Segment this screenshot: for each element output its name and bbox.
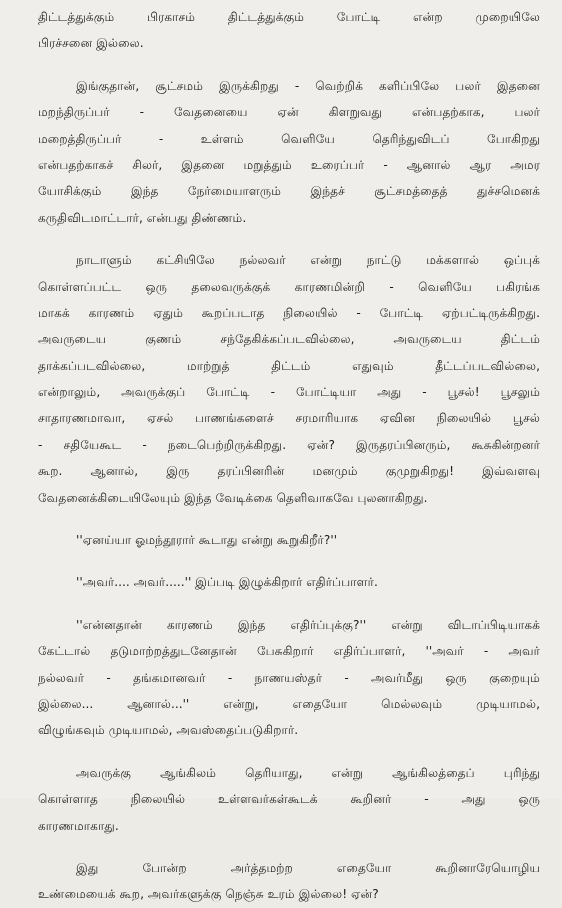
text-line: நல்லவர் - தங்கமானவர் - நாணயஸ்தர் - அவர்மீது ஒரு குறையும்	[38, 670, 540, 685]
text-line: இது போன்ற அர்த்தமற்ற எதையோ கூறினாரேயொழிய	[76, 860, 540, 875]
text-line: காரணமாகாது.	[38, 818, 119, 833]
paragraph-gap	[38, 839, 540, 855]
text-line: கேட்டால் தடுமாற்றத்துடனேதான் பேசுகிறார் எதிர்ப்பாளர், ''அவர் - அவர்	[38, 644, 540, 659]
text-line: மாகக் காரணம் ஏதும் கூறப்படாத நிலையில் - போட்டி ஏற்பட்டிருக்கிறது.	[38, 305, 540, 320]
text-line: வேதனைக்கிடையிலேயும் இந்த வேடிக்கை தெளிவாகவே புலனாகிறது.	[38, 490, 428, 505]
paragraph	[38, 855, 540, 908]
paragraph	[38, 73, 540, 231]
text-line: என்றாலும், அவருக்குப் போட்டி - போட்டியா அது - பூசல்! பூசலும்	[38, 385, 540, 400]
paragraph-gap	[38, 231, 540, 247]
text-line: ''அவர்.... அவர்.....'' இப்படி இழுக்கிறார் எதிர்ப்பாளர்.	[76, 575, 378, 590]
text-line: மறந்திருப்பர் - வேதனையை ஏன் கிளறுவது என்பதற்காக, பலர்	[38, 105, 540, 120]
text-line: அவருடைய குணம் சந்தேகிக்கப்படவில்லை, அவருடைய திட்டம்	[38, 332, 540, 347]
text-line: உண்மையைக் கூற, அவர்களுக்கு நெஞ்சு உரம் இல்லை! ஏன்?	[38, 887, 379, 902]
text-line: ''ஏனய்யா ஓமந்தூரார் கூடாது என்று கூறுகிறீர்?''	[76, 533, 338, 548]
text-line: சாதாரணமாவா, ஏசல் பாணங்களைச் சரமாரியாக ஏவின நிலையில் பூசல்	[38, 411, 540, 426]
text-line: விழுங்கவும் முடியாமல், அவஸ்தைப்படுகிறார்.	[38, 723, 299, 738]
text-line: இங்குதான், சூட்சமம் இருக்கிறது - வெற்றிக் களிப்பிலே பலர் இதனை	[76, 78, 540, 93]
paragraph	[38, 4, 540, 57]
text-line: யோசிக்கும் இந்த நேர்மையாளரும் இந்தச் சூட்சமத்தைத் துச்சமெனக்	[38, 184, 540, 199]
text-line: ''என்னதான் காரணம் இந்த எதிர்ப்புக்கு?'' என்று விடாப்பிடியாகக்	[76, 617, 540, 632]
paragraph	[38, 760, 540, 839]
text-line: அவருக்கு ஆங்கிலம் தெரியாது, என்று ஆங்கிலத்தைப் புரிந்து	[76, 765, 540, 780]
text-line: பிரச்சனை இல்லை.	[38, 36, 144, 51]
text-line: நாடாளும் கட்சியிலே நல்லவர் என்று நாட்டு மக்களால் ஒப்புக்	[76, 253, 540, 268]
paragraph-gap	[38, 744, 540, 760]
paragraph	[38, 612, 540, 744]
paragraph	[38, 247, 540, 511]
text-line: கருதிவிடமாட்டார், என்பது திண்ணம்.	[38, 210, 247, 225]
paragraph	[38, 569, 540, 595]
text-line: கொள்ளாத நிலையில் உள்ளவர்கள்கூடக் கூறினர் - அது ஒரு	[38, 792, 540, 807]
text-line: மறைத்திருப்பர் - உள்ளம் வெளியே தெரிந்துவிடப் போகிறது	[38, 131, 540, 146]
text-line: இல்லை... ஆனால்...'' என்று, எதையோ மெல்லவும் முடியாமல்,	[38, 696, 540, 711]
text-line: கொள்ளப்பட்ட ஒரு தலைவருக்குக் காரணமின்றி - வெளியே பகிரங்க	[38, 279, 540, 294]
text-line: - சதியேகூட - நடைபெற்றிருக்கிறது. ஏன்? இருதரப்பினரும், கூசுகின்றனர்	[38, 437, 540, 452]
text-line: கூற. ஆனால், இரு தரப்பினரின் மனமும் குமுறுகிறது! இவ்வளவு	[38, 464, 540, 479]
paragraph-gap	[38, 596, 540, 612]
text-line: என்பதற்காகச் சிலர், இதனை மறுத்தும் உரைப்பர் - ஆனால் ஆர அமர	[38, 157, 540, 172]
paragraph	[38, 527, 540, 553]
page-text	[38, 0, 540, 908]
paragraph-gap	[38, 57, 540, 73]
paragraph-gap	[38, 511, 540, 527]
text-line: தாக்கப்படவில்லை, மாற்றுத் திட்டம் எதுவும் தீட்டப்படவில்லை,	[38, 358, 540, 373]
text-line: திட்டத்துக்கும் பிரகாசம் திட்டத்துக்கும் போட்டி என்ற முறையிலே	[38, 10, 540, 24]
paragraph-gap	[38, 553, 540, 569]
